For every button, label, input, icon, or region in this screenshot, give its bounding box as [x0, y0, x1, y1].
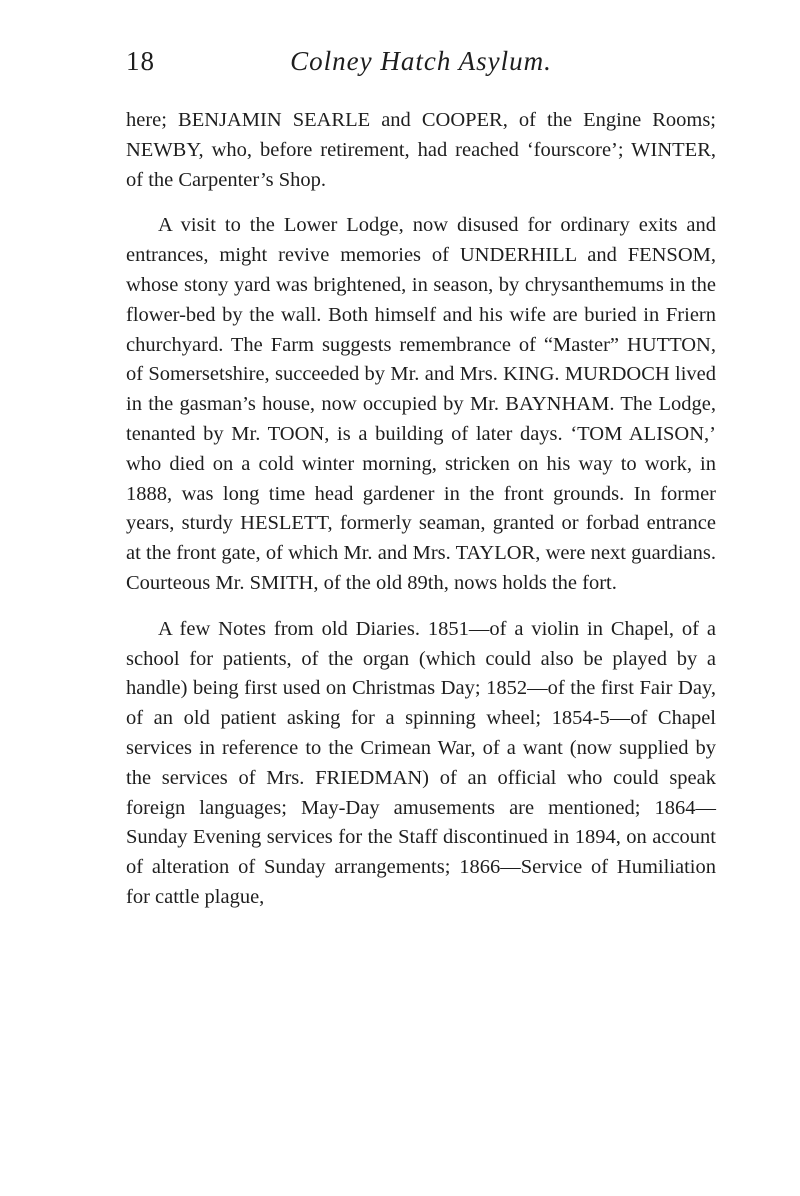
paragraph-diary-notes: A few Notes from old Diaries. 1851—of a violin in Chapel, of a school for patients, of the organ (which could also be played by a handle) being first used on Christmas Day; 1852—of the first Fair Day, of an old patient asking for a spinning wheel; 1854-5—of Chapel services in reference to the Crimean War, of a want (now supplied by the services of Mrs. FRIEDMAN) of an official who could speak foreign languages; May-Day amusements are mentioned; 1864—Sunday Evening services for the Staff discontinued in 1894, on account of alteration of Sunday arrangements; 1866—Service of Humiliation for cattle plague,: [126, 617, 716, 908]
paragraph-staff-continued: here; BENJAMIN SEARLE and COOPER, of the Engine Rooms; NEWBY, who, before retirement, had reached ‘fourscore’; WINTER, of the Carpenter’s Shop.: [126, 109, 716, 191]
paragraph-lower-lodge: A visit to the Lower Lodge, now disused for ordinary exits and entrances, might revive memories of UNDERHILL and FENSOM, whose stony yard was brightened, in season, by chrysanthemums in the flower-bed by the wall. Both himself and his wife are buried in Friern churchyard. The Farm suggests remembrance of “Master” HUTTON, of Somersetshire, succeeded by Mr. and Mrs. KING. MURDOCH lived in the gasman’s house, now occupied by Mr. BAYNHAM. The Lodge, tenanted by Mr. TOON, is a building of later days. ‘TOM ALISON,’ who died on a cold winter morning, stricken on his way to work, in 1888, was long time head gardener in the front grounds. In former years, sturdy HESLETT, formerly seaman, granted or forbad entrance at the front gate, of which Mr. and Mrs. TAYLOR, were next guardians. Courteous Mr. SMITH, of the old 89th, nows holds the fort.: [126, 214, 716, 594]
page-number: 18: [126, 46, 155, 76]
page-header: [126, 46, 716, 96]
body-text: [126, 106, 716, 913]
running-title: Colney Hatch Asylum.: [290, 46, 552, 76]
